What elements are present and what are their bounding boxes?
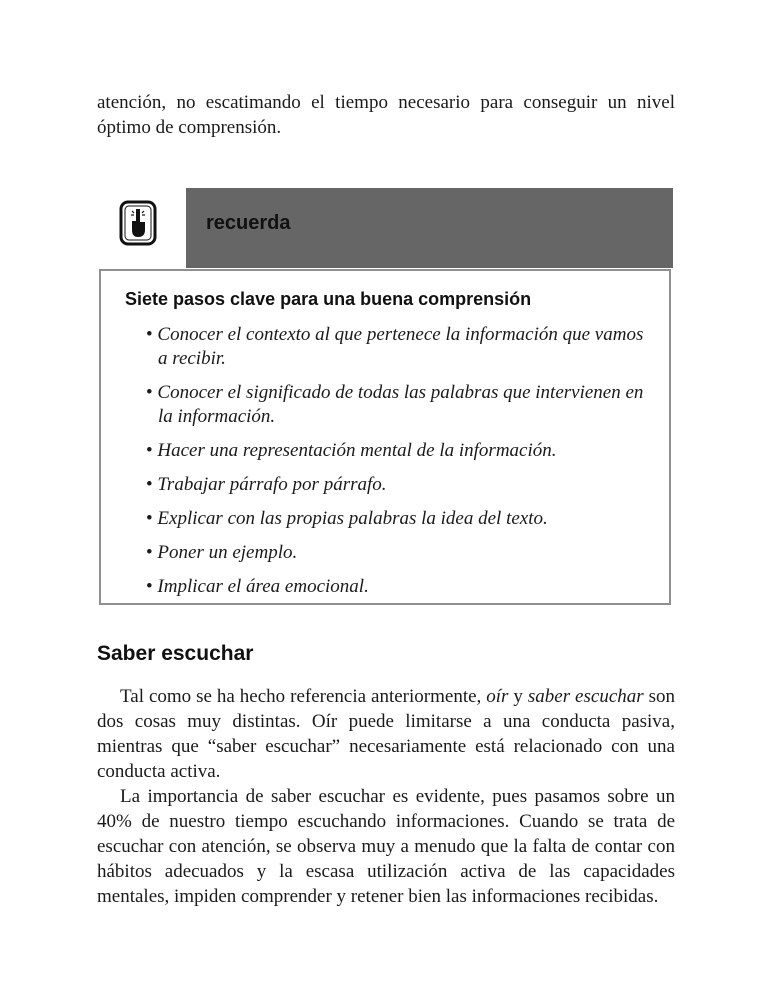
steps-list [146, 323, 651, 609]
list-item: • Explicar con las propias palabras la idea del texto. [146, 508, 548, 529]
section-heading: Saber escuchar [97, 642, 254, 665]
term-saber-escuchar: saber escuchar [527, 686, 644, 707]
term-oir: oír [486, 686, 509, 707]
list-item: • Trabajar párrafo por párrafo. [146, 474, 387, 495]
list-item: • Conocer el contexto al que pertenece la información que vamos a recibir. [146, 324, 644, 369]
list-item: • Conocer el significado de todas las palabras que intervienen en la información. [146, 382, 644, 427]
callout-title: Siete pasos clave para una buena comprensión [125, 289, 532, 309]
list-item: • Implicar el área emocional. [146, 576, 369, 597]
list-item: • Hacer una representación mental de la información. [146, 440, 557, 461]
section-body [97, 684, 675, 909]
raised-hand-icon [119, 200, 157, 246]
step-text: Hacer una representación mental de la información. [157, 440, 557, 461]
list-item: • Poner un ejemplo. [146, 542, 298, 563]
step-text: Trabajar párrafo por párrafo. [157, 474, 387, 495]
step-text: Implicar el área emocional. [157, 576, 369, 597]
intro-text: atención, no escatimando el tiempo necesario para conseguir un nivel óptimo de comprensión. [97, 92, 675, 138]
step-text: Poner un ejemplo. [157, 542, 298, 563]
body-paragraph-1: Tal como se ha hecho referencia anteriormente, oír y saber escuchar son dos cosas muy distintas. Oír puede limitarse a una conducta pasiva, mientras que “saber escuchar” necesariamente está relacionado con una conducta activa. [97, 686, 676, 782]
step-text: Conocer el contexto al que pertenece la información que vamos a recibir. [157, 324, 644, 369]
step-text: Explicar con las propias palabras la idea del texto. [157, 508, 548, 529]
step-text: Conocer el significado de todas las palabras que intervienen en la información. [157, 382, 644, 427]
key-steps-callout [99, 269, 671, 605]
recuerda-banner [186, 188, 673, 268]
body-paragraph-2: La importancia de saber escuchar es evidente, pues pasamos sobre un 40% de nuestro tiempo escuchando informaciones. Cuando se trata de escuchar con atención, se observa muy a menudo que la falta de contar con hábitos adecuados y la escasa utilización activa de las capacidades mentales, impiden comprender y retener bien las informaciones recibidas. [97, 786, 675, 907]
recuerda-label: recuerda [206, 212, 291, 234]
intro-paragraph [97, 90, 675, 140]
